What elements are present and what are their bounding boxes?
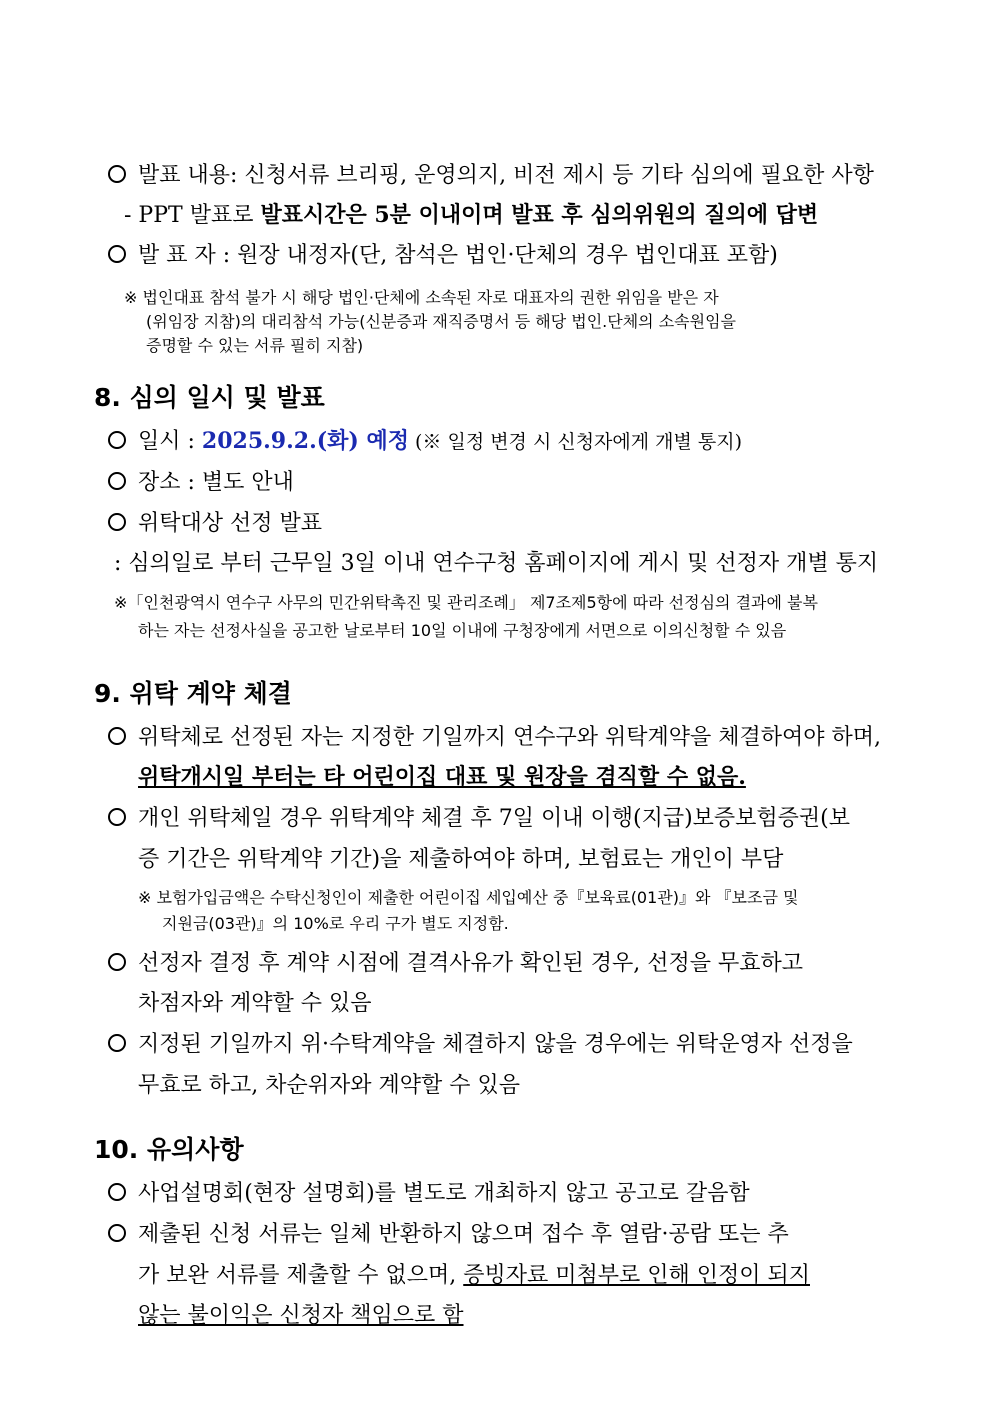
list-item bbox=[108, 801, 850, 832]
list-item-continuation bbox=[138, 1258, 810, 1289]
bullet-text: 발표 내용: 신청서류 브리핑, 운영의지, 비전 제시 등 기타 심의에 필요한 사항 bbox=[138, 163, 874, 188]
circle-bullet-icon bbox=[108, 727, 126, 745]
bullet-text: 선정자 결정 후 계약 시점에 결격사유가 확인된 경우, 선정을 무효하고 bbox=[138, 951, 803, 976]
list-item-continuation bbox=[138, 1298, 464, 1329]
bullet-text: 제출된 신청 서류는 일체 반환하지 않으며 접수 후 열람·공람 또는 추 bbox=[138, 1222, 789, 1247]
list-item bbox=[108, 465, 294, 496]
list-item bbox=[108, 158, 874, 189]
bullet-text: 지정된 기일까지 위·수탁계약을 체결하지 않을 경우에는 위탁운영자 선정을 bbox=[138, 1032, 853, 1057]
list-item bbox=[108, 424, 742, 455]
bullet-text: 위탁체로 선정된 자는 지정한 기일까지 연수구와 위탁계약을 체결하여야 하며, bbox=[138, 725, 882, 750]
list-item-continuation bbox=[138, 760, 746, 791]
underlined-text: 않는 불이익은 신청자 책임으로 함 bbox=[138, 1303, 464, 1328]
section-heading: 9. 위탁 계약 체결 bbox=[94, 679, 292, 708]
note-text: (위임장 지참)의 대리참석 가능(신분증과 재직증명서 등 해당 법인.단체의 소속원임을 bbox=[146, 312, 737, 331]
note-text: ※「인천광역시 연수구 사무의 민간위탁촉진 및 관리조례」 제7조제5항에 따라 선정심의 결과에 불복 bbox=[114, 593, 818, 612]
bullet-text: 사업설명회(현장 설명회)를 별도로 개최하지 않고 공고로 갈음함 bbox=[138, 1181, 750, 1206]
list-item bbox=[108, 238, 778, 269]
detail-text: : 심의일로 부터 근무일 3일 이내 연수구청 홈페이지에 게시 및 선정자 개별 통지 bbox=[114, 551, 879, 576]
circle-bullet-icon bbox=[108, 513, 126, 531]
dash-text: - PPT 발표로 bbox=[124, 203, 261, 228]
list-item bbox=[108, 1217, 789, 1248]
list-item-continuation: 증 기간은 위탁계약 기간)을 제출하여야 하며, 보험료는 개인이 부담 bbox=[138, 847, 784, 872]
list-item bbox=[108, 506, 322, 537]
circle-bullet-icon bbox=[108, 808, 126, 826]
list-item bbox=[108, 946, 803, 977]
bullet-text: 위탁대상 선정 발표 bbox=[138, 511, 323, 536]
circle-bullet-icon bbox=[108, 245, 126, 263]
list-item bbox=[108, 1027, 853, 1058]
bullet-text: 개인 위탁체일 경우 위탁계약 체결 후 7일 이내 이행(지급)보증보험증권(보 bbox=[138, 806, 851, 831]
list-item bbox=[108, 1176, 750, 1207]
circle-bullet-icon bbox=[108, 1034, 126, 1052]
date-label: 일시 : bbox=[138, 429, 202, 454]
list-item-continuation: 무효로 하고, 차순위자와 계약할 수 있음 bbox=[138, 1073, 520, 1098]
circle-bullet-icon bbox=[108, 953, 126, 971]
circle-bullet-icon bbox=[108, 1183, 126, 1201]
list-item bbox=[124, 198, 818, 229]
section-heading: 10. 유의사항 bbox=[94, 1135, 244, 1164]
circle-bullet-icon bbox=[108, 165, 126, 183]
date-note: (※ 일정 변경 시 신청자에게 개별 통지) bbox=[408, 431, 743, 453]
bullet-text: 발 표 자 : 원장 내정자(단, 참석은 법인·단체의 경우 법인대표 포함) bbox=[138, 243, 778, 268]
list-item bbox=[108, 720, 881, 751]
note-text: 지원금(03관)』의 10%로 우리 구가 별도 지정함. bbox=[162, 914, 509, 933]
note-text: 증명할 수 있는 서류 필히 지참) bbox=[146, 336, 364, 355]
note-text: 하는 자는 선정사실을 공고한 날로부터 10일 이내에 구청장에게 서면으로 이의신청할 수 있음 bbox=[138, 621, 787, 640]
note-text: ※ 법인대표 참석 불가 시 해당 법인·단체에 소속된 자로 대표자의 권한 위임을 받은 자 bbox=[124, 288, 719, 307]
date-value: 2025.9.2.(화) 예정 bbox=[201, 428, 409, 454]
list-item-continuation: 차점자와 계약할 수 있음 bbox=[138, 991, 372, 1016]
underlined-bold-text: 위탁개시일 부터는 타 어린이집 대표 및 원장을 겸직할 수 없음. bbox=[138, 764, 746, 790]
section-heading: 8. 심의 일시 및 발표 bbox=[94, 383, 325, 412]
underlined-text: 증빙자료 미첨부로 인해 인정이 되지 bbox=[463, 1263, 810, 1288]
bold-text: 발표시간은 5분 이내이며 발표 후 심의위원의 질의에 답변 bbox=[260, 202, 819, 228]
circle-bullet-icon bbox=[108, 1224, 126, 1242]
note-text: ※ 보험가입금액은 수탁신청인이 제출한 어린이집 세입예산 중『보육료(01관)』와 『보조금 및 bbox=[138, 888, 799, 907]
circle-bullet-icon bbox=[108, 431, 126, 449]
bullet-text: 장소 : 별도 안내 bbox=[138, 470, 294, 495]
plain-text: 가 보완 서류를 제출할 수 없으며, bbox=[138, 1263, 464, 1288]
circle-bullet-icon bbox=[108, 472, 126, 490]
